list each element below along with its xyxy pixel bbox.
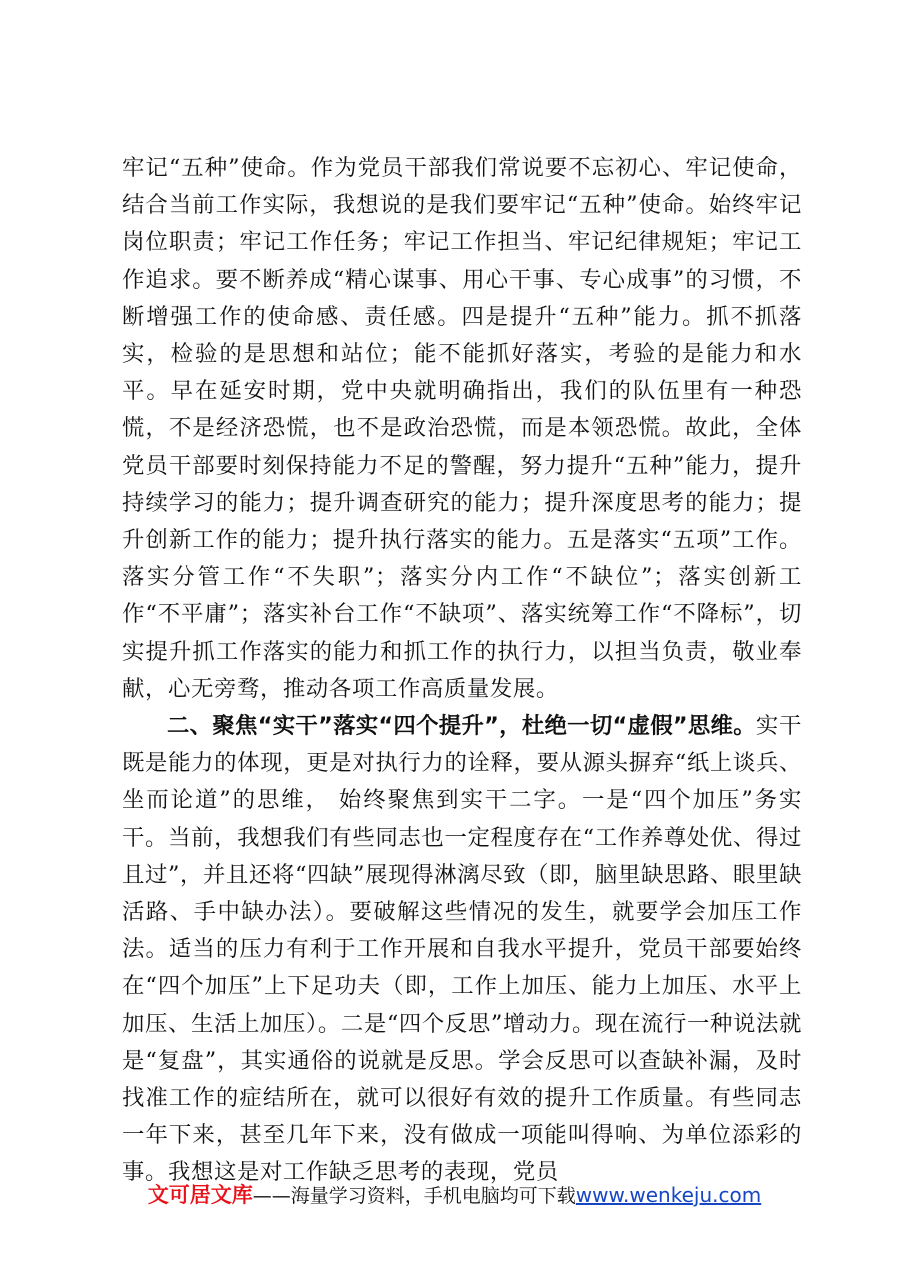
paragraph-2-body: 实干既是能力的体现，更是对执行力的诠释，要从源头摒弃“纸上谈兵、坐而论道”的思维， 始终聚焦到实干二字。一是“四个加压”务实干。当前，我想我们有些同志也一定程度存在“工作养尊处优、得过且过”，并且还将“四缺”展现得淋漓尽致（即，脑里缺思路、眼里缺活路、手中缺办法）。要破解这些情况的发生，就要学会加压工作法。适当的压力有利于工作开展和自我水平提升，党员干部要始终在“四个加压”上下足功夫（即，工作上加压、能力上加压、水平上加压、生活上加压）。二是“四个反思”增动力。现在流行一种说法就是“复盘”，其实通俗的说就是反思。学会反思可以查缺补漏，及时找准工作的症结所在，就可以很好有效的提升工作质量。有些同志一年下来，甚至几年下来，没有做成一项能叫得响、为单位添彩的事。我想这是对工作缺乏思考的表现，党员 [122,713,802,1186]
footer-link[interactable]: www.wenkeju.com [575,1183,762,1207]
document-body [122,150,802,1192]
footer-tagline: ——海量学习资料，手机电脑均可下载 [252,1185,576,1207]
paragraph-2 [122,708,802,1192]
section-heading: 二、聚焦“实干”落实“四个提升”，杜绝一切“虚假”思维。 [167,713,756,740]
paragraph-1: 牢记“五种”使命。作为党员干部我们常说要不忘初心、牢记使命，结合当前工作实际，我想说的是我们要牢记“五种”使命。始终牢记岗位职责；牢记工作任务；牢记工作担当、牢记纪律规矩；牢记工作追求。要不断养成“精心谋事、用心干事、专心成事”的习惯，不断增强工作的使命感、责任感。四是提升“五种”能力。抓不抓落实，检验的是思想和站位；能不能抓好落实，考验的是能力和水平。早在延安时期，党中央就明确指出，我们的队伍里有一种恐慌，不是经济恐慌，也不是政治恐慌，而是本领恐慌。故此，全体党员干部要时刻保持能力不足的警醒，努力提升“五种”能力，提升持续学习的能力；提升调查研究的能力；提升深度思考的能力；提升创新工作的能力；提升执行落实的能力。五是落实“五项”工作。落实分管工作“不失职”；落实分内工作“不缺位”；落实创新工作“不平庸”；落实补台工作“不缺项”、落实统筹工作“不降标”，切实提升抓工作落实的能力和抓工作的执行力，以担当负责，敬业奉献，心无旁骛，推动各项工作高质量发展。 [122,155,802,702]
footer-brand: 文可居文库 [147,1183,253,1207]
watermark-footer [0,1180,909,1211]
